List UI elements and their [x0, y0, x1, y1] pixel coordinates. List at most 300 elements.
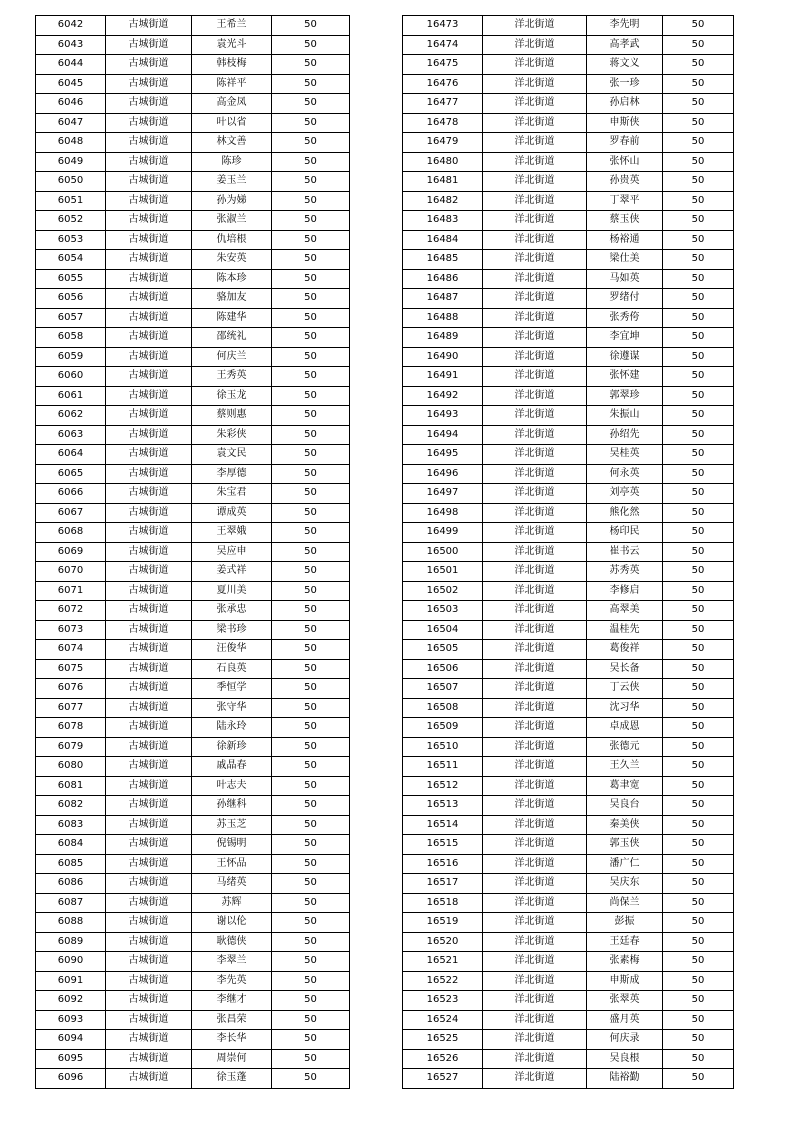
subdistrict-cell: 洋北街道: [483, 581, 587, 601]
subdistrict-cell: 洋北街道: [483, 737, 587, 757]
table-row: [36, 796, 350, 816]
subdistrict-cell: 洋北街道: [483, 308, 587, 328]
amount-cell: 50: [272, 35, 350, 55]
subdistrict-cell: 古城街道: [106, 16, 192, 36]
amount-cell: 50: [272, 230, 350, 250]
person-name-cell: 夏川美: [192, 581, 272, 601]
table-row: [403, 1030, 734, 1050]
subdistrict-cell: 古城街道: [106, 1049, 192, 1069]
person-name-cell: 尚保兰: [587, 893, 663, 913]
amount-cell: 50: [272, 523, 350, 543]
table-row: [403, 289, 734, 309]
serial-number-cell: 6066: [36, 484, 106, 504]
amount-cell: 50: [663, 562, 734, 582]
subdistrict-cell: 洋北街道: [483, 835, 587, 855]
amount-cell: 50: [272, 796, 350, 816]
serial-number-cell: 6045: [36, 74, 106, 94]
roster-table-left-body: [36, 16, 350, 1089]
serial-number-cell: 16492: [403, 386, 483, 406]
serial-number-cell: 16484: [403, 230, 483, 250]
person-name-cell: 秦美侠: [587, 815, 663, 835]
table-row: [36, 913, 350, 933]
person-name-cell: 刘亭英: [587, 484, 663, 504]
serial-number-cell: 16486: [403, 269, 483, 289]
table-row: [36, 269, 350, 289]
amount-cell: 50: [663, 172, 734, 192]
serial-number-cell: 6061: [36, 386, 106, 406]
table-row: [403, 172, 734, 192]
serial-number-cell: 16506: [403, 659, 483, 679]
subdistrict-cell: 洋北街道: [483, 620, 587, 640]
person-name-cell: 张承忠: [192, 601, 272, 621]
subdistrict-cell: 洋北街道: [483, 35, 587, 55]
amount-cell: 50: [272, 94, 350, 114]
person-name-cell: 梁书珍: [192, 620, 272, 640]
subdistrict-cell: 洋北街道: [483, 932, 587, 952]
person-name-cell: 陈本珍: [192, 269, 272, 289]
subdistrict-cell: 洋北街道: [483, 367, 587, 387]
subdistrict-cell: 洋北街道: [483, 113, 587, 133]
table-row: [403, 757, 734, 777]
table-row: [36, 328, 350, 348]
person-name-cell: 罗绪付: [587, 289, 663, 309]
amount-cell: 50: [663, 913, 734, 933]
table-row: [36, 776, 350, 796]
table-row: [36, 640, 350, 660]
table-row: [403, 991, 734, 1011]
amount-cell: 50: [663, 601, 734, 621]
amount-cell: 50: [272, 601, 350, 621]
serial-number-cell: 6083: [36, 815, 106, 835]
amount-cell: 50: [663, 191, 734, 211]
serial-number-cell: 16482: [403, 191, 483, 211]
table-row: [403, 133, 734, 153]
table-row: [36, 737, 350, 757]
amount-cell: 50: [663, 250, 734, 270]
person-name-cell: 孙绍先: [587, 425, 663, 445]
serial-number-cell: 16527: [403, 1069, 483, 1089]
subdistrict-cell: 古城街道: [106, 718, 192, 738]
person-name-cell: 叶志夫: [192, 776, 272, 796]
amount-cell: 50: [663, 815, 734, 835]
person-name-cell: 杨印民: [587, 523, 663, 543]
person-name-cell: 张守华: [192, 698, 272, 718]
subdistrict-cell: 古城街道: [106, 835, 192, 855]
subdistrict-cell: 洋北街道: [483, 55, 587, 75]
person-name-cell: 李继才: [192, 991, 272, 1011]
amount-cell: 50: [272, 172, 350, 192]
amount-cell: 50: [272, 386, 350, 406]
serial-number-cell: 6059: [36, 347, 106, 367]
serial-number-cell: 6093: [36, 1010, 106, 1030]
table-row: [403, 484, 734, 504]
subdistrict-cell: 洋北街道: [483, 133, 587, 153]
amount-cell: 50: [663, 406, 734, 426]
table-row: [36, 952, 350, 972]
table-row: [403, 16, 734, 36]
serial-number-cell: 6051: [36, 191, 106, 211]
table-row: [403, 874, 734, 894]
table-row: [403, 893, 734, 913]
serial-number-cell: 16508: [403, 698, 483, 718]
amount-cell: 50: [272, 425, 350, 445]
table-row: [403, 854, 734, 874]
person-name-cell: 李长华: [192, 1030, 272, 1050]
person-name-cell: 陈建华: [192, 308, 272, 328]
amount-cell: 50: [272, 659, 350, 679]
serial-number-cell: 6075: [36, 659, 106, 679]
amount-cell: 50: [663, 16, 734, 36]
amount-cell: 50: [663, 308, 734, 328]
amount-cell: 50: [663, 347, 734, 367]
table-row: [403, 230, 734, 250]
person-name-cell: 吴长备: [587, 659, 663, 679]
roster-table-right: [402, 15, 734, 1089]
serial-number-cell: 6060: [36, 367, 106, 387]
amount-cell: 50: [272, 952, 350, 972]
person-name-cell: 丁云侠: [587, 679, 663, 699]
amount-cell: 50: [663, 211, 734, 231]
person-name-cell: 崔书云: [587, 542, 663, 562]
subdistrict-cell: 古城街道: [106, 971, 192, 991]
amount-cell: 50: [663, 35, 734, 55]
subdistrict-cell: 古城街道: [106, 445, 192, 465]
subdistrict-cell: 洋北街道: [483, 464, 587, 484]
person-name-cell: 徐遵谋: [587, 347, 663, 367]
amount-cell: 50: [272, 1010, 350, 1030]
subdistrict-cell: 古城街道: [106, 913, 192, 933]
amount-cell: 50: [272, 484, 350, 504]
table-row: [36, 484, 350, 504]
serial-number-cell: 6092: [36, 991, 106, 1011]
person-name-cell: 谭成英: [192, 503, 272, 523]
person-name-cell: 申斯成: [587, 971, 663, 991]
subdistrict-cell: 古城街道: [106, 230, 192, 250]
person-name-cell: 杨裕通: [587, 230, 663, 250]
subdistrict-cell: 古城街道: [106, 562, 192, 582]
table-row: [36, 211, 350, 231]
person-name-cell: 潘广仁: [587, 854, 663, 874]
amount-cell: 50: [272, 133, 350, 153]
person-name-cell: 张素梅: [587, 952, 663, 972]
person-name-cell: 谢以伦: [192, 913, 272, 933]
amount-cell: 50: [272, 1049, 350, 1069]
person-name-cell: 苏秀英: [587, 562, 663, 582]
amount-cell: 50: [272, 776, 350, 796]
person-name-cell: 徐玉龙: [192, 386, 272, 406]
amount-cell: 50: [272, 581, 350, 601]
amount-cell: 50: [272, 718, 350, 738]
subdistrict-cell: 古城街道: [106, 386, 192, 406]
person-name-cell: 王翠娥: [192, 523, 272, 543]
subdistrict-cell: 洋北街道: [483, 289, 587, 309]
subdistrict-cell: 洋北街道: [483, 1069, 587, 1089]
serial-number-cell: 16518: [403, 893, 483, 913]
person-name-cell: 吴良根: [587, 1049, 663, 1069]
serial-number-cell: 16483: [403, 211, 483, 231]
person-name-cell: 骆加友: [192, 289, 272, 309]
table-row: [36, 35, 350, 55]
table-row: [36, 523, 350, 543]
amount-cell: 50: [663, 659, 734, 679]
subdistrict-cell: 洋北街道: [483, 406, 587, 426]
table-row: [403, 269, 734, 289]
amount-cell: 50: [663, 835, 734, 855]
serial-number-cell: 6064: [36, 445, 106, 465]
subdistrict-cell: 洋北街道: [483, 991, 587, 1011]
amount-cell: 50: [663, 854, 734, 874]
person-name-cell: 王廷春: [587, 932, 663, 952]
subdistrict-cell: 古城街道: [106, 776, 192, 796]
amount-cell: 50: [272, 757, 350, 777]
subdistrict-cell: 古城街道: [106, 308, 192, 328]
serial-number-cell: 16509: [403, 718, 483, 738]
person-name-cell: 朱彩侠: [192, 425, 272, 445]
table-row: [403, 932, 734, 952]
table-row: [403, 406, 734, 426]
person-name-cell: 吴良台: [587, 796, 663, 816]
subdistrict-cell: 古城街道: [106, 35, 192, 55]
amount-cell: 50: [663, 932, 734, 952]
serial-number-cell: 16499: [403, 523, 483, 543]
table-row: [403, 328, 734, 348]
roster-table-right-body: [403, 16, 734, 1089]
serial-number-cell: 6068: [36, 523, 106, 543]
amount-cell: 50: [663, 718, 734, 738]
amount-cell: 50: [663, 133, 734, 153]
table-row: [403, 601, 734, 621]
amount-cell: 50: [663, 445, 734, 465]
amount-cell: 50: [663, 328, 734, 348]
table-row: [36, 425, 350, 445]
table-row: [403, 971, 734, 991]
subdistrict-cell: 洋北街道: [483, 1030, 587, 1050]
subdistrict-cell: 洋北街道: [483, 952, 587, 972]
person-name-cell: 梁仕美: [587, 250, 663, 270]
amount-cell: 50: [663, 464, 734, 484]
table-row: [403, 640, 734, 660]
person-name-cell: 邵统礼: [192, 328, 272, 348]
person-name-cell: 韩枝梅: [192, 55, 272, 75]
serial-number-cell: 6072: [36, 601, 106, 621]
person-name-cell: 孙继科: [192, 796, 272, 816]
subdistrict-cell: 古城街道: [106, 269, 192, 289]
subdistrict-cell: 洋北街道: [483, 16, 587, 36]
amount-cell: 50: [663, 581, 734, 601]
amount-cell: 50: [272, 328, 350, 348]
person-name-cell: 何永英: [587, 464, 663, 484]
serial-number-cell: 16511: [403, 757, 483, 777]
table-row: [403, 815, 734, 835]
subdistrict-cell: 古城街道: [106, 698, 192, 718]
amount-cell: 50: [663, 386, 734, 406]
amount-cell: 50: [272, 347, 350, 367]
amount-cell: 50: [272, 367, 350, 387]
subdistrict-cell: 洋北街道: [483, 152, 587, 172]
person-name-cell: 温桂先: [587, 620, 663, 640]
table-row: [403, 367, 734, 387]
person-name-cell: 仇培根: [192, 230, 272, 250]
serial-number-cell: 6073: [36, 620, 106, 640]
person-name-cell: 王久兰: [587, 757, 663, 777]
subdistrict-cell: 古城街道: [106, 328, 192, 348]
serial-number-cell: 16519: [403, 913, 483, 933]
subdistrict-cell: 古城街道: [106, 55, 192, 75]
serial-number-cell: 16503: [403, 601, 483, 621]
subdistrict-cell: 古城街道: [106, 737, 192, 757]
amount-cell: 50: [272, 74, 350, 94]
serial-number-cell: 6079: [36, 737, 106, 757]
table-row: [403, 425, 734, 445]
person-name-cell: 袁光斗: [192, 35, 272, 55]
subdistrict-cell: 洋北街道: [483, 250, 587, 270]
person-name-cell: 朱宝君: [192, 484, 272, 504]
table-row: [36, 562, 350, 582]
serial-number-cell: 6094: [36, 1030, 106, 1050]
serial-number-cell: 16489: [403, 328, 483, 348]
amount-cell: 50: [663, 484, 734, 504]
subdistrict-cell: 洋北街道: [483, 971, 587, 991]
amount-cell: 50: [663, 425, 734, 445]
table-row: [36, 1030, 350, 1050]
person-name-cell: 石良英: [192, 659, 272, 679]
table-row: [36, 757, 350, 777]
amount-cell: 50: [663, 893, 734, 913]
serial-number-cell: 16478: [403, 113, 483, 133]
table-row: [36, 308, 350, 328]
serial-number-cell: 16498: [403, 503, 483, 523]
subdistrict-cell: 洋北街道: [483, 74, 587, 94]
serial-number-cell: 6087: [36, 893, 106, 913]
amount-cell: 50: [272, 464, 350, 484]
amount-cell: 50: [272, 737, 350, 757]
serial-number-cell: 6074: [36, 640, 106, 660]
person-name-cell: 张德元: [587, 737, 663, 757]
serial-number-cell: 6089: [36, 932, 106, 952]
serial-number-cell: 16477: [403, 94, 483, 114]
serial-number-cell: 16522: [403, 971, 483, 991]
serial-number-cell: 16480: [403, 152, 483, 172]
person-name-cell: 马如英: [587, 269, 663, 289]
amount-cell: 50: [272, 815, 350, 835]
person-name-cell: 罗春前: [587, 133, 663, 153]
serial-number-cell: 16502: [403, 581, 483, 601]
person-name-cell: 徐新珍: [192, 737, 272, 757]
serial-number-cell: 16525: [403, 1030, 483, 1050]
amount-cell: 50: [663, 1010, 734, 1030]
subdistrict-cell: 古城街道: [106, 854, 192, 874]
person-name-cell: 陈祥平: [192, 74, 272, 94]
roster-table-left: [35, 15, 350, 1089]
serial-number-cell: 16500: [403, 542, 483, 562]
table-row: [403, 308, 734, 328]
table-row: [403, 913, 734, 933]
table-row: [403, 250, 734, 270]
serial-number-cell: 6078: [36, 718, 106, 738]
table-row: [403, 659, 734, 679]
subdistrict-cell: 古城街道: [106, 932, 192, 952]
person-name-cell: 蔡玉侠: [587, 211, 663, 231]
person-name-cell: 王秀英: [192, 367, 272, 387]
subdistrict-cell: 古城街道: [106, 1010, 192, 1030]
subdistrict-cell: 古城街道: [106, 191, 192, 211]
table-row: [403, 347, 734, 367]
person-name-cell: 蒋文义: [587, 55, 663, 75]
subdistrict-cell: 古城街道: [106, 601, 192, 621]
subdistrict-cell: 洋北街道: [483, 328, 587, 348]
person-name-cell: 张一珍: [587, 74, 663, 94]
subdistrict-cell: 古城街道: [106, 113, 192, 133]
amount-cell: 50: [272, 913, 350, 933]
person-name-cell: 陆永玲: [192, 718, 272, 738]
person-name-cell: 汪俊华: [192, 640, 272, 660]
table-row: [403, 718, 734, 738]
person-name-cell: 陈珍: [192, 152, 272, 172]
subdistrict-cell: 古城街道: [106, 679, 192, 699]
serial-number-cell: 16473: [403, 16, 483, 36]
subdistrict-cell: 洋北街道: [483, 484, 587, 504]
person-name-cell: 苏玉芝: [192, 815, 272, 835]
serial-number-cell: 16476: [403, 74, 483, 94]
subdistrict-cell: 古城街道: [106, 172, 192, 192]
table-row: [36, 620, 350, 640]
table-row: [36, 347, 350, 367]
table-row: [36, 250, 350, 270]
subdistrict-cell: 古城街道: [106, 874, 192, 894]
table-row: [36, 406, 350, 426]
person-name-cell: 叶以省: [192, 113, 272, 133]
table-row: [403, 679, 734, 699]
amount-cell: 50: [272, 698, 350, 718]
subdistrict-cell: 古城街道: [106, 1069, 192, 1089]
person-name-cell: 孙启林: [587, 94, 663, 114]
table-row: [403, 35, 734, 55]
serial-number-cell: 16475: [403, 55, 483, 75]
table-row: [403, 776, 734, 796]
person-name-cell: 高孝武: [587, 35, 663, 55]
table-row: [36, 679, 350, 699]
amount-cell: 50: [663, 367, 734, 387]
table-row: [36, 113, 350, 133]
subdistrict-cell: 古城街道: [106, 952, 192, 972]
table-row: [36, 893, 350, 913]
serial-number-cell: 6046: [36, 94, 106, 114]
serial-number-cell: 6047: [36, 113, 106, 133]
subdistrict-cell: 洋北街道: [483, 445, 587, 465]
amount-cell: 50: [272, 406, 350, 426]
table-row: [403, 1010, 734, 1030]
serial-number-cell: 16490: [403, 347, 483, 367]
serial-number-cell: 6085: [36, 854, 106, 874]
subdistrict-cell: 古城街道: [106, 152, 192, 172]
amount-cell: 50: [663, 269, 734, 289]
person-name-cell: 孙为娣: [192, 191, 272, 211]
table-row: [403, 152, 734, 172]
person-name-cell: 姜玉兰: [192, 172, 272, 192]
person-name-cell: 李厚德: [192, 464, 272, 484]
serial-number-cell: 6084: [36, 835, 106, 855]
serial-number-cell: 6069: [36, 542, 106, 562]
amount-cell: 50: [663, 503, 734, 523]
serial-number-cell: 6077: [36, 698, 106, 718]
person-name-cell: 王怀品: [192, 854, 272, 874]
amount-cell: 50: [663, 289, 734, 309]
subdistrict-cell: 洋北街道: [483, 386, 587, 406]
table-row: [36, 1010, 350, 1030]
subdistrict-cell: 古城街道: [106, 289, 192, 309]
subdistrict-cell: 古城街道: [106, 94, 192, 114]
serial-number-cell: 16501: [403, 562, 483, 582]
